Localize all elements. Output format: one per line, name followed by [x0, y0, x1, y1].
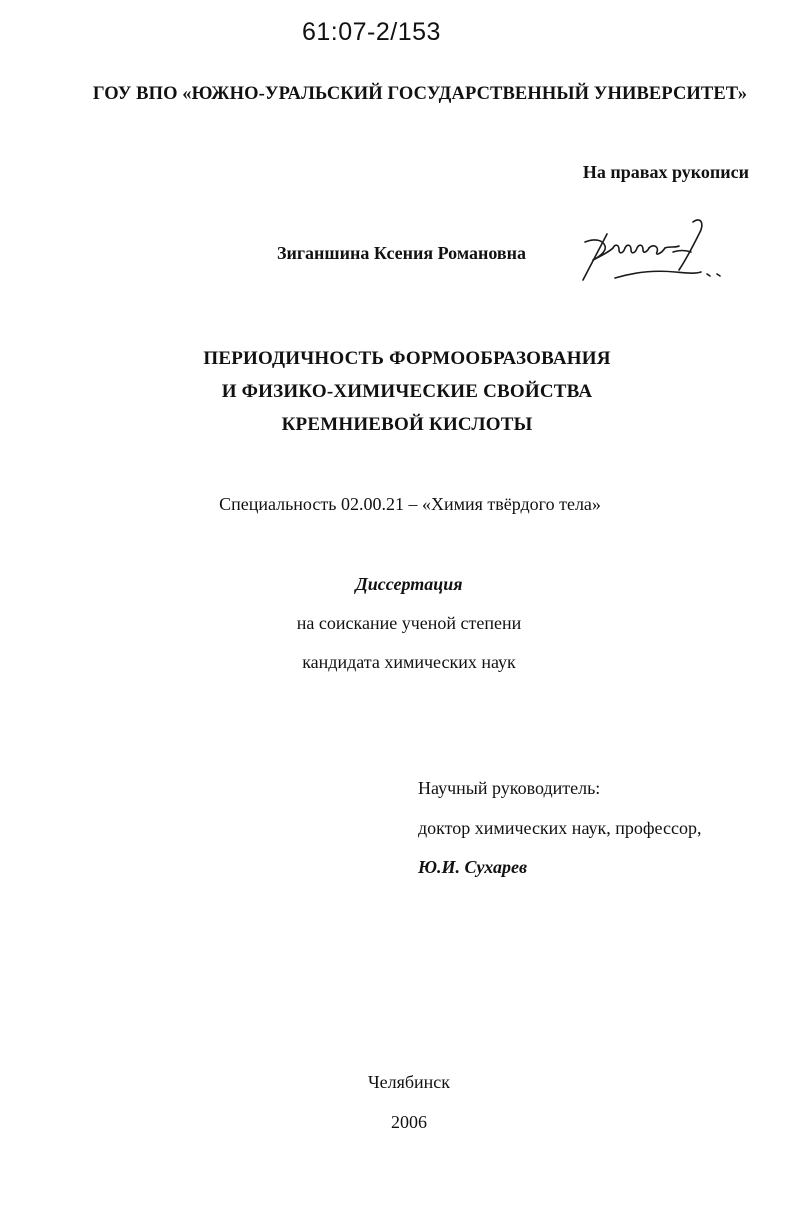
dissertation-title-line-2: И ФИЗИКО-ХИМИЧЕСКИЕ СВОЙСТВА [221, 381, 593, 402]
institution-name: ГОУ ВПО «ЮЖНО-УРАЛЬСКИЙ ГОСУДАРСТВЕННЫЙ УНИВЕРСИТЕТ» [92, 84, 748, 104]
catalog-number: 61:07-2/153 [302, 18, 441, 46]
dissertation-label: Диссертация [355, 574, 463, 594]
degree-line-2: кандидата химических наук [302, 652, 516, 672]
city: Челябинск [367, 1072, 451, 1092]
year: 2006 [391, 1112, 427, 1132]
rights-notice: На правах рукописи [582, 162, 749, 182]
dissertation-title-line-3: КРЕМНИЕВОЙ КИСЛОТЫ [281, 414, 533, 435]
supervisor-label: Научный руководитель: [418, 778, 601, 798]
supervisor-name: Ю.И. Сухарев [418, 857, 528, 877]
handwritten-signature [575, 212, 735, 292]
supervisor-degree: доктор химических наук, профессор, [418, 818, 702, 838]
degree-line-1: на соискание ученой степени [296, 613, 522, 633]
specialty-line: Специальность 02.00.21 – «Химия твёрдого тела» [219, 494, 601, 514]
dissertation-title-line-1: ПЕРИОДИЧНОСТЬ ФОРМООБРАЗОВАНИЯ [203, 348, 611, 369]
author-name: Зиганшина Ксения Романовна [277, 243, 526, 263]
